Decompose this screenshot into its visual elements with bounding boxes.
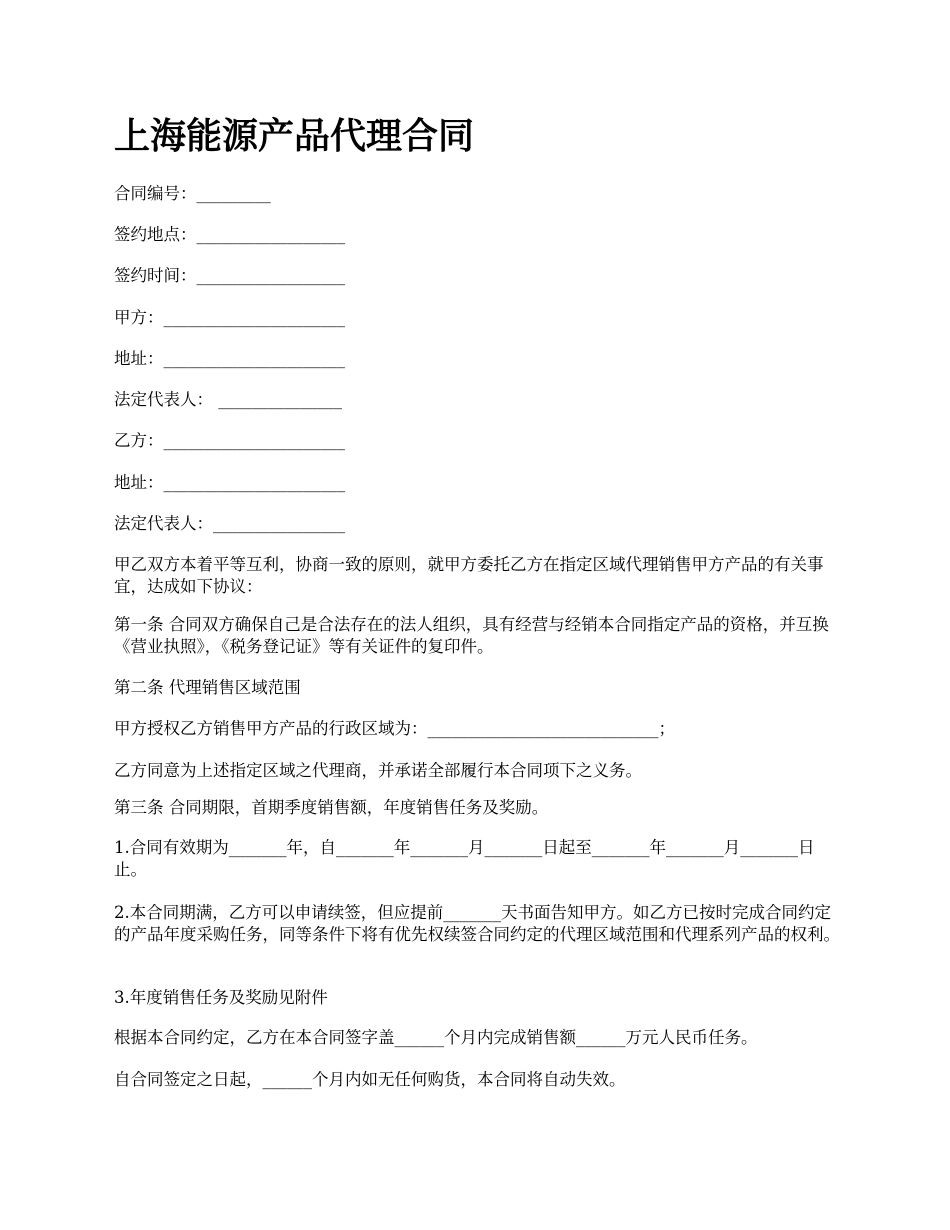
party-a-field: 甲方：______________________	[114, 308, 345, 327]
signing-location-field: 签约地点：__________________	[114, 225, 345, 244]
article-2-region: 甲方授权乙方销售甲方产品的行政区域为：____________________________；	[114, 719, 675, 738]
contract-number-field: 合同编号：_________	[114, 184, 271, 203]
party-b-field: 乙方：______________________	[114, 431, 345, 450]
intro-paragraph: 甲乙双方本着平等互利，协商一致的原则，就甲方委托乙方在指定区域代理销售甲方产品的有关事宜，达成如下协议：	[114, 555, 824, 596]
article-3-title: 第三条 合同期限，首期季度销售额，年度销售任务及奖励。	[114, 798, 549, 817]
party-a-legal-rep-field: 法定代表人： _______________	[114, 390, 342, 409]
clause-2-renewal: 2.本合同期满，乙方可以申请续签，但应提前_______天书面告知甲方。如乙方已按时完成合同约定的产品年度采购任务，同等条件下将有优先权续签合同约定的代理区域范围和代理系列产品的权利。	[114, 903, 840, 944]
party-a-address-field: 地址：______________________	[114, 349, 345, 368]
sales-target-paragraph: 根据本合同约定，乙方在本合同签字盖______个月内完成销售额______万元人民币任务。	[114, 1028, 758, 1047]
article-2-title: 第二条 代理销售区域范围	[114, 678, 301, 697]
party-b-legal-rep-field: 法定代表人：________________	[114, 514, 345, 533]
document-title: 上海能源产品代理合同	[114, 115, 475, 157]
signing-time-field: 签约时间：__________________	[114, 266, 345, 285]
clause-1-term: 1.合同有效期为_______年，自_______年_______月_______日起至_______年_______月_______日止。	[114, 838, 815, 879]
clause-3-targets: 3.年度销售任务及奖励见附件	[114, 988, 328, 1007]
article-2-agreement: 乙方同意为上述指定区域之代理商，并承诺全部履行本合同项下之义务。	[114, 761, 642, 780]
party-b-address-field: 地址：______________________	[114, 473, 345, 492]
auto-void-paragraph: 自合同签定之日起，______个月内如无任何购货，本合同将自动失效。	[114, 1070, 626, 1089]
article-1: 第一条 合同双方确保自己是合法存在的法人组织，具有经营与经销本合同指定产品的资格，并互换《营业执照》，《税务登记证》等有关证件的复印件。	[114, 615, 829, 656]
